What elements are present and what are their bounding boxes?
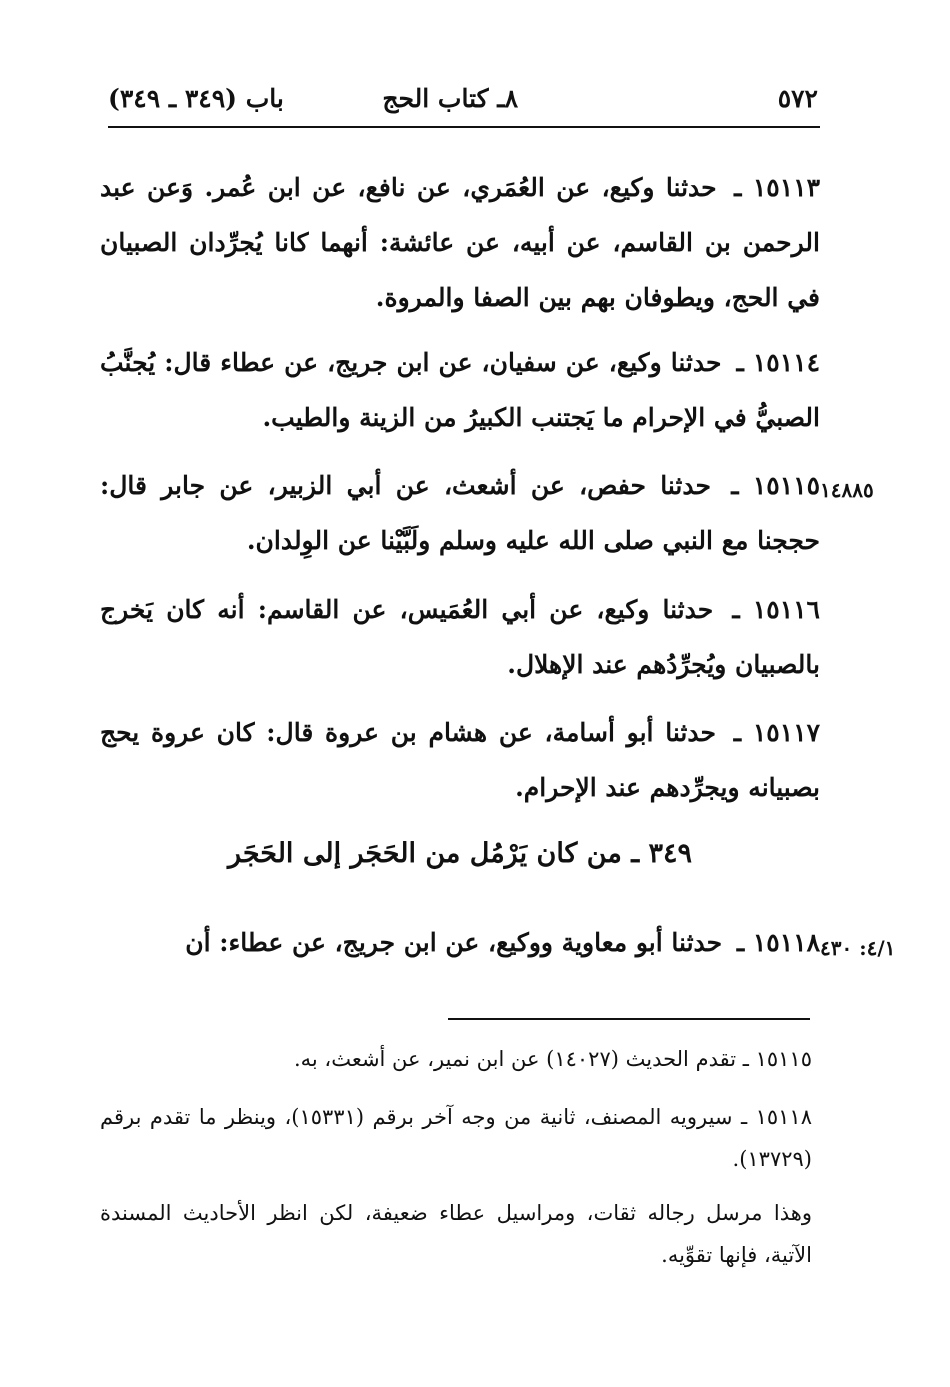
hadith-number: ١٥١١٥ ـ <box>731 471 820 500</box>
footnote-number: ١٥١١٨ ـ <box>740 1105 812 1129</box>
hadith-15113 <box>100 160 820 325</box>
footnote-15118 <box>100 1096 812 1180</box>
margin-note-15115: ١٤٨٨٥ <box>820 478 874 502</box>
hadith-text: حدثنا أبو معاوية ووكيع، عن ابن جريج، عن عطاء: أن <box>185 928 723 957</box>
hadith-15115 <box>100 458 820 568</box>
hadith-text: حدثنا وكيع، عن أبي العُمَيس، عن القاسم: أنه كان يَخرج بالصبيان ويُجرِّدُهم عند الإهلال. <box>100 595 820 679</box>
hadith-15117 <box>100 705 820 815</box>
footnote-divider <box>448 1018 810 1020</box>
book-title: ٨ـ كتاب الحج <box>382 84 518 113</box>
hadith-15118 <box>100 915 820 970</box>
footnote-text: وهذا مرسل رجاله ثقات، ومراسيل عطاء ضعيفة، لكن انظر الأحاديث المسندة الآتية، فإنها تقوِّيه. <box>100 1201 812 1267</box>
footnote-text: سيرويه المصنف، ثانية من وجه آخر برقم (١٥٣٣١)، وينظر ما تقدم برقم (١٣٧٢٩). <box>100 1105 812 1171</box>
hadith-15114 <box>100 335 820 445</box>
hadith-15116 <box>100 582 820 692</box>
hadith-number: ١٥١١٣ ـ <box>734 173 820 202</box>
footnote-15115 <box>100 1038 812 1080</box>
margin-note-15118: ٤/١: ٤٣٠ <box>820 936 896 960</box>
running-header <box>108 84 818 124</box>
hadith-number: ١٥١١٦ ـ <box>732 595 820 624</box>
hadith-number: ١٥١١٧ ـ <box>733 718 820 747</box>
footnote-commentary <box>100 1192 812 1276</box>
section-heading: ٣٤٩ ـ من كان يَرْمُل من الحَجَر إلى الحَجَر <box>227 838 693 869</box>
footnote-number: ١٥١١٥ ـ <box>742 1047 812 1071</box>
hadith-text: حدثنا حفص، عن أشعث، عن أبي الزبير، عن جابر قال: حججنا مع النبي صلى الله عليه وسلم ولَبَّيْنا عن الوِلدان. <box>100 471 820 555</box>
hadith-text: حدثنا وكيع، عن العُمَري، عن نافع، عن ابن عُمر. وَعن عبد الرحمن بن القاسم، عن أبيه، عن عائشة: أنهما كانا يُجرِّدان الصبيان في الحج، ويطوفان بهم بين الصفا والمروة. <box>100 173 820 312</box>
footnote-text: تقدم الحديث (١٤٠٢٧) عن ابن نمير، عن أشعث، به. <box>293 1047 737 1071</box>
page-number: ٥٧٢ <box>777 84 818 113</box>
hadith-number: ١٥١١٤ ـ <box>736 348 820 377</box>
hadith-text: حدثنا وكيع، عن سفيان، عن ابن جريج، عن عطاء قال: يُجنَّبُ الصبيُّ في الإحرام ما يَجتنب الكبيرُ من الزينة والطيب. <box>100 348 820 432</box>
hadith-text: حدثنا أبو أسامة، عن هشام بن عروة قال: كان عروة يحج بصبيانه ويجرِّدهم عند الإحرام. <box>100 718 820 802</box>
chapter-range: باب (٣٤٩ ـ ٣٤٩) <box>108 84 284 113</box>
hadith-number: ١٥١١٨ ـ <box>736 928 820 957</box>
header-divider <box>108 126 820 128</box>
